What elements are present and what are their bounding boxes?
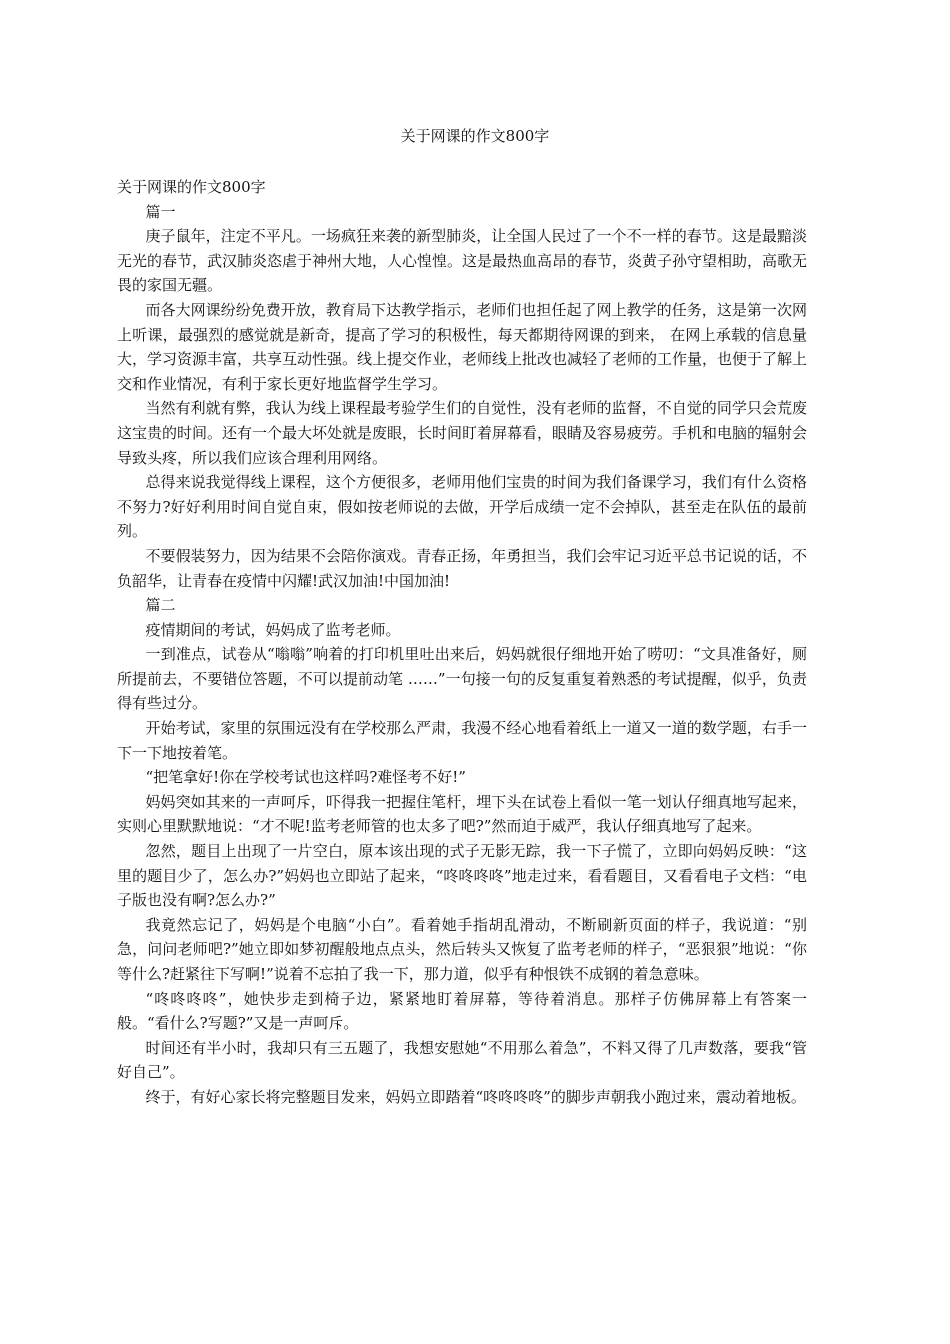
document-body [117,175,807,1110]
paragraph: 关于网课的作文800字 [117,178,266,196]
paragraph: 终于，有好心家长将完整题目发来，妈妈立即踏着“咚咚咚咚”的脚步声朝我小跑过来，震动着地板。 [145,1087,806,1106]
paragraph: 妈妈突如其来的一声呵斥，吓得我一把握住笔杆，埋下头在试卷上看似一笔一划认仔细真地写起来，实则心里默默地说：“才不呢!监考老师管的也太多了吧?”然而迫于威严，我认仔细真地写了起来。 [117,792,807,836]
paragraph: 忽然，题目上出现了一片空白，原本该出现的式子无影无踪，我一下子慌了，立即向妈妈反映：“这里的题目少了，怎么办?”妈妈也立即站了起来，“咚咚咚咚”地走过来，看看题目，又看看电子文档：“电子版也没有啊?怎么办?” [117,842,807,910]
paragraph: 篇二 [145,596,176,615]
paragraph: 开始考试，家里的氛围远没有在学校那么严肃，我漫不经心地看着纸上一道又一道的数学题，右手一下一下地按着笔。 [117,719,807,762]
paragraph: 而各大网课纷纷免费开放，教育局下达教学指示，老师们也担任起了网上教学的任务，这是第一次网上听课，最强烈的感觉就是新奇，提高了学习的积极性，每天都期待网课的到来， 在网上承载的信息量大，学习资源丰富，共享互动性强。线上提交作业，老师线上批改也减轻了老师的工作量，也便于了解上交和作业情况，有利于家长更好地监督学生学习。 [117,300,808,393]
paragraph: 一到准点，试卷从“嗡嗡”响着的打印机里吐出来后，妈妈就很仔细地开始了唠叨：“文具准备好，厕所提前去，不要错位答题，不可以提前动笔 ……”一句接一句的反复重复着熟悉的考试提醒，似乎，负责得有些过分。 [117,645,807,713]
document-title: 关于网课的作文800字 [400,127,550,145]
paragraph: 我竟然忘记了，妈妈是个电脑“小白”。看着她手指胡乱滑动，不断刷新页面的样子，我说道：“别急，问问老师吧?”她立即如梦初醒般地点点头，然后转头又恢复了监考老师的样子，“恶狠狠”地说：“你等什么?赶紧往下写啊!”说着不忘拍了我一下，那力道，似乎有种恨铁不成钢的着急意味。 [117,915,807,983]
paragraph: “把笔拿好!你在学校考试也这样吗?难怪考不好!” [145,768,466,787]
paragraph: 篇一 [145,202,176,221]
paragraph: “咚咚咚咚”，她快步走到椅子边，紧紧地盯着屏幕，等待着消息。那样子仿佛屏幕上有答案一般。“看什么?写题?”又是一声呵斥。 [117,989,807,1033]
paragraph: 当然有利就有弊，我认为线上课程最考验学生们的自觉性，没有老师的监督，不自觉的同学只会荒废这宝贵的时间。还有一个最大坏处就是废眼，长时间盯着屏幕看，眼睛及容易疲劳。手机和电脑的辐射会导致头疼，所以我们应该合理利用网络。 [117,399,808,467]
paragraph: 不要假装努力，因为结果不会陪你演戏。青春正扬，年勇担当，我们会牢记习近平总书记说的话，不负韶华，让青春在疫情中闪耀!武汉加油!中国加油! [117,546,807,590]
paragraph: 庚子鼠年，注定不平凡。一场疯狂来袭的新型肺炎，让全国人民过了一个不一样的春节。这是最黯淡无光的春节，武汉肺炎恣虐于神州大地，人心惶惶。这是最热血高昂的春节，炎黄子孙守望相助，高歌无畏的家国无疆。 [117,227,808,295]
paragraph: 总得来说我觉得线上课程，这个方便很多，老师用他们宝贵的时间为我们备课学习，我们有什么资格不努力?好好利用时间自觉自束，假如按老师说的去做，开学后成绩一定不会掉队，甚至走在队伍的最前列。 [117,473,807,541]
paragraph: 时间还有半小时，我却只有三五题了，我想安慰她“不用那么着急”，不料又得了几声数落，要我“管好自己”。 [117,1038,807,1082]
paragraph: 疫情期间的考试，妈妈成了监考老师。 [145,620,401,639]
